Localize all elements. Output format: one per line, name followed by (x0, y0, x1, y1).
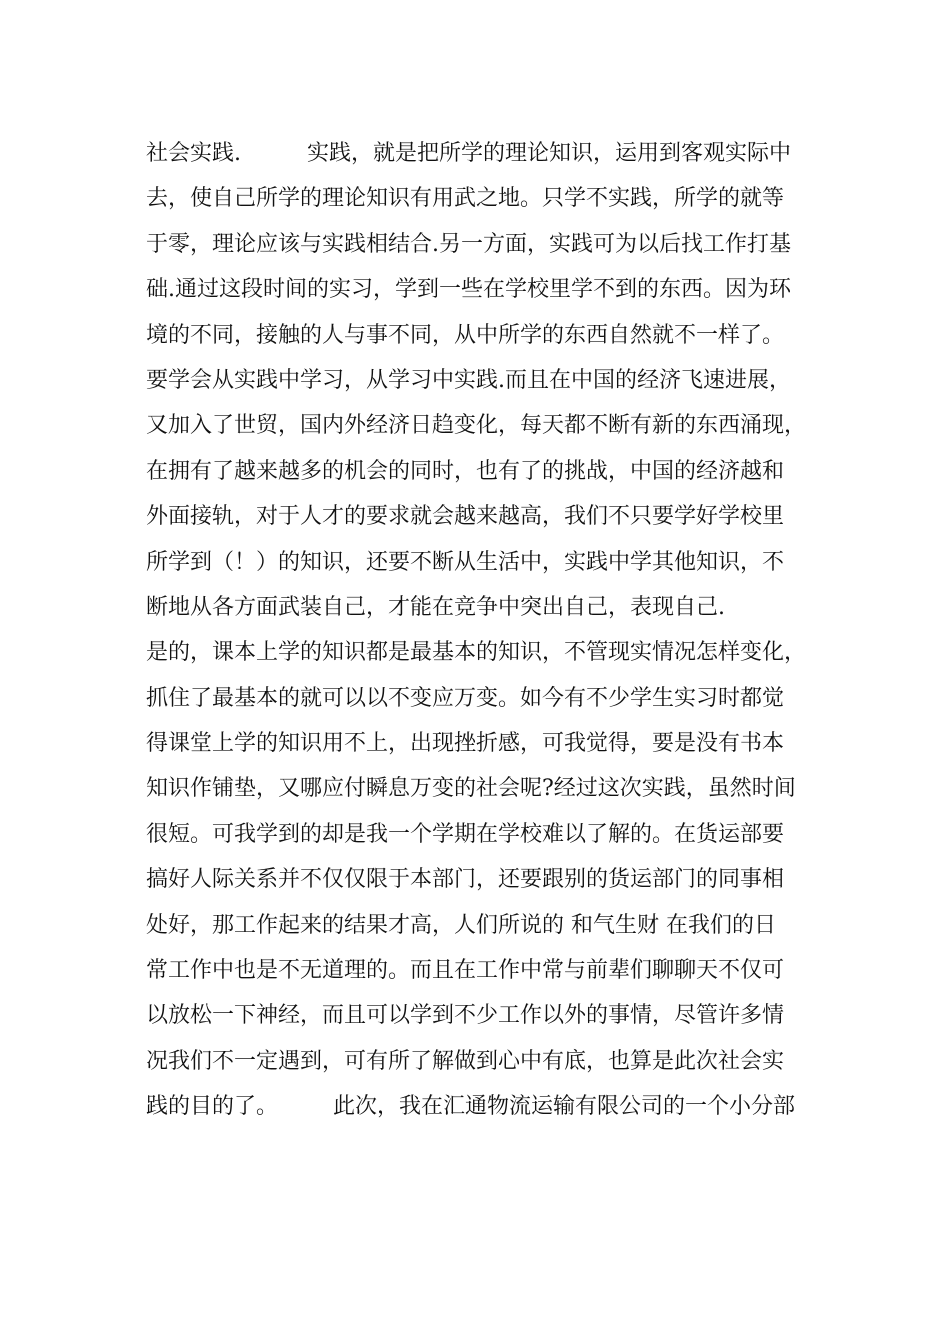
text-line-5: 境的不同，接触的人与事不同，从中所学的东西自然就不一样了。 (146, 322, 785, 348)
text-line-16: 很短。可我学到的却是我一个学期在学校难以了解的。在货运部要 (146, 821, 785, 847)
text-line-22: 践的目的了。 此次，我在汇通物流运输有限公司的一个小分部 (146, 1094, 796, 1120)
text-line-2: 去，使自己所学的理论知识有用武之地。只学不实践，所学的就等 (146, 186, 785, 212)
text-line-14: 得课堂上学的知识用不上，出现挫折感，可我觉得，要是没有书本 (146, 731, 785, 757)
text-line-17: 搞好人际关系并不仅仅限于本部门，还要跟别的货运部门的同事相 (146, 867, 785, 893)
text-line-9: 外面接轨，对于人才的要求就会越来越高，我们不只要学好学校里 (146, 504, 785, 530)
text-line-3: 于零，理论应该与实践相结合.另一方面，实践可为以后找工作打基 (146, 231, 791, 257)
text-line-6: 要学会从实践中学习，从学习中实践.而且在中国的经济飞速进展， (146, 367, 791, 393)
text-line-12: 是的，课本上学的知识都是最基本的知识，不管现实情况怎样变化， (146, 640, 807, 666)
text-line-1: 社会实践. 实践，就是把所学的理论知识，运用到客观实际中 (146, 141, 791, 166)
text-line-11: 断地从各方面武装自己，才能在竞争中突出自己，表现自己. (146, 594, 725, 620)
text-line-18: 处好，那工作起来的结果才高，人们所说的 和气生财 在我们的日 (146, 912, 776, 938)
text-line-20: 以放松一下神经，而且可以学到不少工作以外的事情，尽管许多情 (146, 1003, 785, 1029)
body-text (146, 131, 826, 1130)
text-line-21: 况我们不一定遇到，可有所了解做到心中有底，也算是此次社会实 (146, 1048, 785, 1074)
text-line-15: 知识作铺垫，又哪应付瞬息万变的社会呢?经过这次实践，虽然时间 (146, 776, 796, 802)
text-line-8: 在拥有了越来越多的机会的同时，也有了的挑战，中国的经济越和 (146, 458, 785, 484)
text-line-19: 常工作中也是不无道理的。而且在工作中常与前辈们聊聊天不仅可 (146, 958, 785, 984)
text-line-13: 抓住了最基本的就可以以不变应万变。如今有不少学生实习时都觉 (146, 685, 785, 711)
text-line-10: 所学到（！）的知识，还要不断从生活中，实践中学其他知识，不 (146, 549, 785, 575)
text-line-7: 又加入了世贸，国内外经济日趋变化，每天都不断有新的东西涌现， (146, 413, 807, 439)
text-line-4: 础.通过这段时间的实习，学到一些在学校里学不到的东西。因为环 (146, 277, 791, 303)
